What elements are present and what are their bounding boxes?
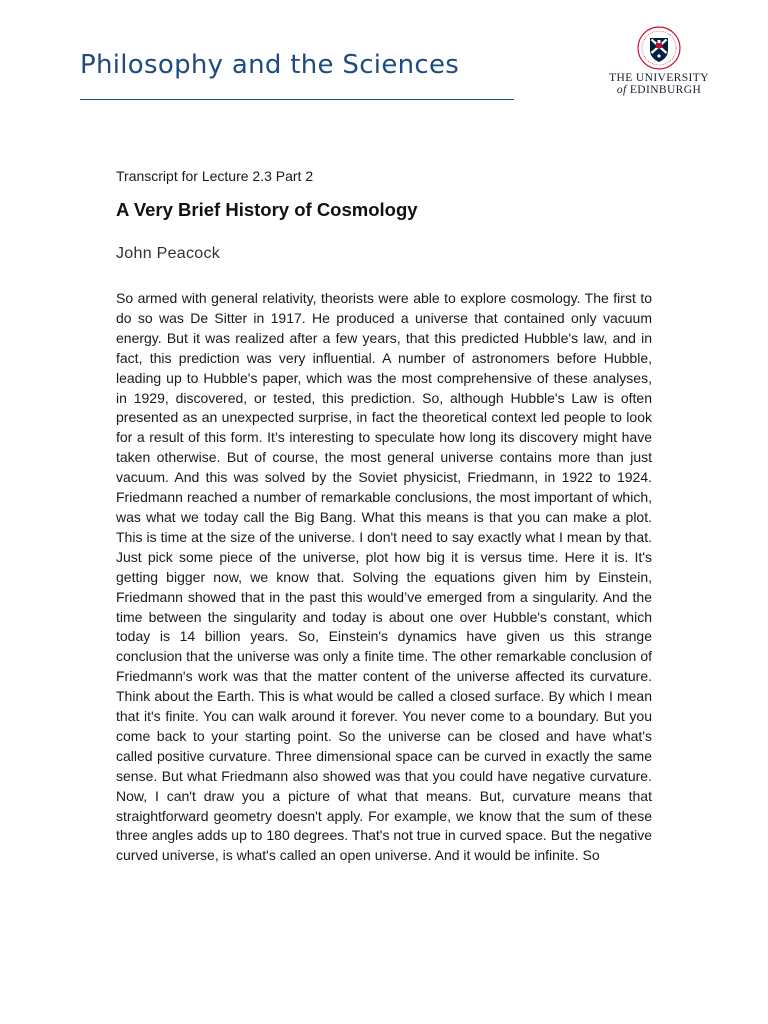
course-title: Philosophy and the Sciences xyxy=(80,50,460,80)
author-name: John Peacock xyxy=(116,245,221,262)
lecture-title: A Very Brief History of Cosmology xyxy=(116,199,418,220)
transcript-body: So armed with general relativity, theorists were able to explore cosmology. The first to do so was De Sitter in 1917. He produced a universe that contained only vacuum energy. But it was realized after a few years, that this predicted Hubble's law, and in fact, this prediction was very influential. A number of astronomers before Hubble, leading up to Hubble's paper, which was the most comprehensive of these analyses, in 1929, discovered, or tested, this prediction. So, although Hubble's Law is often presented as an unexpected surprise, in fact the theoretical context led people to look for a result of this form. It’s interesting to speculate how long its discovery might have taken otherwise. But of course, the most general universe contains more than just vacuum. And this was solved by the Soviet physicist, Friedmann, in 1922 to 1924. Friedmann reached a number of remarkable conclusions, the most important of which, was what we today call the Big Bang. What this means is that you can make a plot. This is time at the size of the universe. I don't need to say exactly what I mean by that. Just pick some piece of the universe, plot how big it is versus time. Here it is. It's getting bigger now, we know that. Solving the equations given him by Einstein, Friedmann showed that in the past this would’ve emerged from a singularity. And the time between the singularity and today is about one over Hubble's constant, which today is 14 billion years. So, Einstein's dynamics have given us this strange conclusion that the universe was only a finite time. The other remarkable conclusion of Friedmann's work was that the matter content of the universe affected its curvature. Think about the Earth. This is what would be called a closed surface. By which I mean that it's finite. You can walk around it forever. You never come to a boundary. But you come back to your starting point. So the universe can be closed and have what's called positive curvature. Three dimensional space can be curved in exactly the same sense. But what Friedmann also showed was that you could have negative curvature. Now, I can't draw you a picture of what that means. But, curvature means that straightforward geometry doesn't apply. For example, we know that the sum of these three angles adds up to 180 degrees. That's not true in curved space. But the negative curved universe, is what's called an open universe. And it would be infinite. So xyxy=(116,290,652,864)
logo-text-of: of xyxy=(616,84,627,96)
university-crest-icon xyxy=(637,26,681,70)
logo-text-edinburgh xyxy=(604,84,714,96)
logo-text-name: EDINBURGH xyxy=(629,84,702,96)
header-divider xyxy=(80,99,514,100)
logo-text-university: THE UNIVERSITY xyxy=(609,72,709,84)
university-logo xyxy=(604,26,714,96)
transcript-subtitle: Transcript for Lecture 2.3 Part 2 xyxy=(116,168,314,184)
